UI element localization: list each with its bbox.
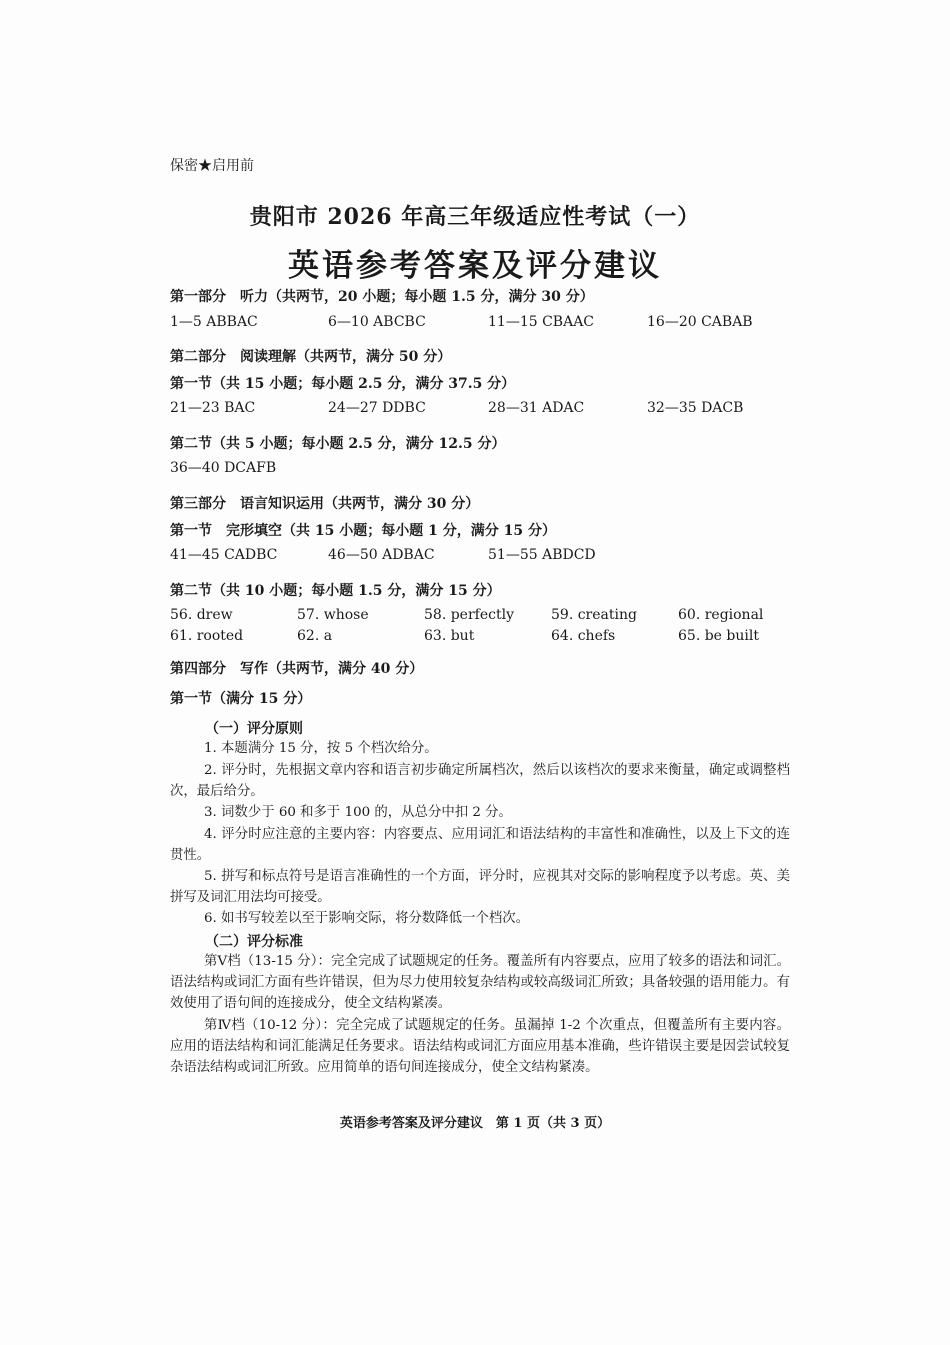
answer-group: 24—27 DDBC [328, 400, 426, 416]
answer-group: 28—31 ADAC [488, 400, 585, 416]
answer-group: 21—23 BAC [170, 400, 256, 416]
document-title: 英语参考答案及评分建议 [288, 248, 662, 284]
part2-section1-heading: 第一节（共 15 小题；每小题 2.5 分，满分 37.5 分） [170, 376, 516, 392]
answer-group: 41—45 CADBC [170, 547, 278, 563]
answer-item: 63. but [424, 628, 475, 644]
answer-item: 58. perfectly [424, 607, 514, 623]
principle-item: 4. 评分时应注意的主要内容：内容要点、应用词汇和语法结构的丰富性和准确性，以及上下文的连贯性。 [170, 827, 790, 863]
confidential-label: 保密★启用前 [170, 158, 254, 174]
part1-heading: 第一部分 听力（共两节，20 小题；每小题 1.5 分，满分 30 分） [170, 289, 594, 305]
principle-item: 6. 如书写较差以至于影响交际，将分数降低一个档次。 [204, 911, 530, 926]
answer-item: 65. be built [678, 628, 759, 644]
part3-section2-heading: 第二节（共 10 小题；每小题 1.5 分，满分 15 分） [170, 583, 501, 599]
part2-heading: 第二部分 阅读理解（共两节，满分 50 分） [170, 349, 452, 365]
answer-item: 59. creating [551, 607, 637, 623]
principle-item: 5. 拼写和标点符号是语言准确性的一个方面，评分时，应视其对交际的影响程度予以考虑。英、美拼写及词汇用法均可接受。 [170, 869, 790, 905]
answer-group: 46—50 ADBAC [328, 547, 435, 563]
principle-item: 2. 评分时，先根据文章内容和语言初步确定所属档次，然后以该档次的要求来衡量，确定或调整档次，最后给分。 [170, 763, 790, 799]
answer-group: 32—35 DACB [647, 400, 744, 416]
part2-section2-heading: 第二节（共 5 小题；每小题 2.5 分，满分 12.5 分） [170, 436, 506, 452]
part4-section1-heading: 第一节（满分 15 分） [170, 691, 312, 707]
principle-item: 3. 词数少于 60 和多于 100 的，从总分中扣 2 分。 [204, 805, 512, 820]
answer-group: 11—15 CBAAC [488, 314, 595, 330]
answer-group: 51—55 ABDCD [488, 547, 596, 563]
standard-level-5: 第Ⅴ档（13-15 分）：完全完成了试题规定的任务。覆盖所有内容要点，应用了较多的语法和词汇。语法结构或词汇方面有些许错误，但为尽力使用较复杂结构或较高级词汇所致；具备较强的语用能力。有效使用了语句间的连接成分，使全文结构紧凑。 [170, 954, 790, 1011]
page-footer: 英语参考答案及评分建议 第 1 页（共 3 页） [339, 1116, 611, 1131]
answer-group: 16—20 CABAB [647, 314, 753, 330]
part3-heading: 第三部分 语言知识运用（共两节，满分 30 分） [170, 496, 480, 512]
answer-group: 1—5 ABBAC [170, 314, 258, 330]
scoring-standards-heading: （二）评分标准 [205, 934, 303, 950]
answer-group: 6—10 ABCBC [328, 314, 426, 330]
answer-item: 61. rooted [170, 628, 244, 644]
scoring-principles-heading: （一）评分原则 [205, 721, 303, 737]
standard-level-4: 第Ⅳ档（10-12 分）：完全完成了试题规定的任务。虽漏掉 1-2 个次重点，但覆盖所有主要内容。应用的语法结构和词汇能满足任务要求。语法结构或词汇方面应用基本准确，些许错误主要是因尝试较复杂语法结构或词汇所致。应用简单的语句间连接成分，使全文结构紧凑。 [170, 1018, 790, 1075]
answer-item: 60. regional [678, 607, 764, 623]
answer-item: 57. whose [297, 607, 369, 623]
answer-item: 56. drew [170, 607, 233, 623]
part4-heading: 第四部分 写作（共两节，满分 40 分） [170, 661, 424, 677]
answer-item: 64. chefs [551, 628, 616, 644]
answer-item: 62. a [297, 628, 333, 644]
exam-title: 贵阳市 2026 年高三年级适应性考试（一） [249, 204, 701, 230]
part3-section1-heading: 第一节 完形填空（共 15 小题；每小题 1 分，满分 15 分） [170, 523, 556, 539]
principle-item: 1. 本题满分 15 分，按 5 个档次给分。 [204, 741, 438, 756]
answer-group: 36—40 DCAFB [170, 460, 277, 476]
